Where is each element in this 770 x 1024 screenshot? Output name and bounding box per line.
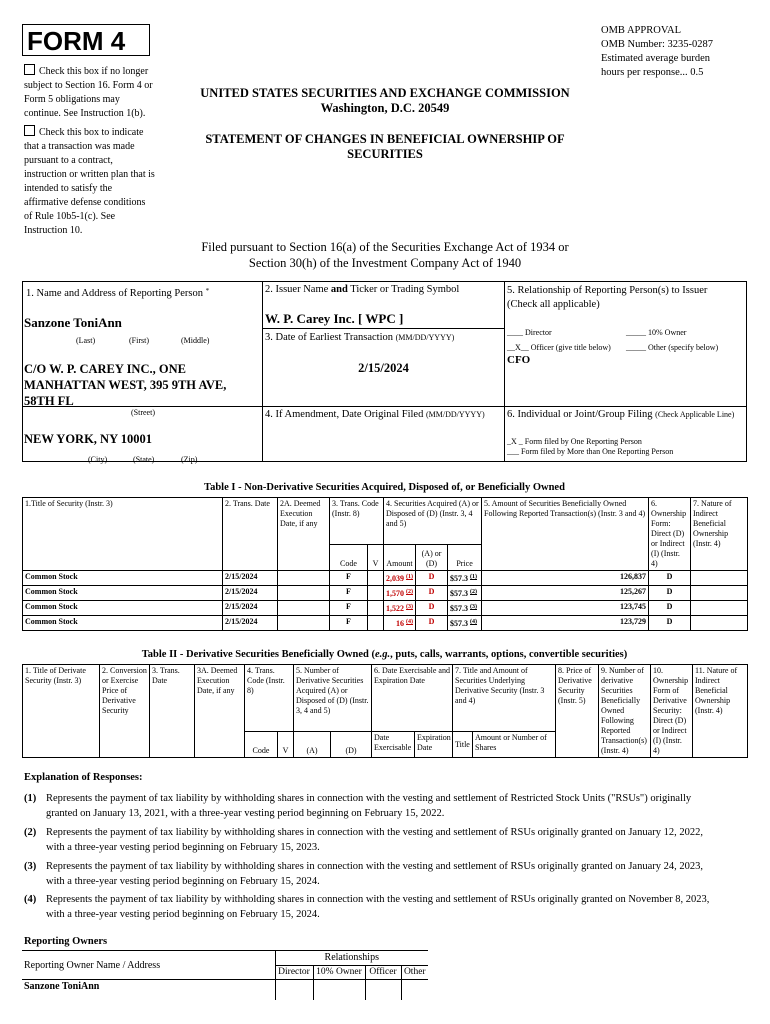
- reporting-person-city: NEW YORK, NY 10001: [24, 432, 153, 446]
- reporting-owners-table: [22, 950, 428, 1000]
- reporting-person-address: C/O W. P. CAREY INC., ONE MANHATTAN WEST, 395 9TH AVE, 58TH FL: [24, 362, 227, 408]
- agency-name: UNITED STATES SECURITIES AND EXCHANGE COMMISSION: [200, 86, 570, 100]
- col-trans-code: 3. Trans. Code (Instr. 8): [330, 498, 384, 545]
- officer-option[interactable]: __X__ Officer (give title below): [507, 343, 611, 352]
- col-trans-date: 2. Trans. Date: [223, 498, 278, 571]
- table-row: Common Stock 2/15/2024 F 16 $^{(4)}$ D $57.3 $^{(4)}$ 123,729 D: [23, 616, 748, 631]
- director-header: Director: [275, 966, 313, 980]
- sub-title: Title: [453, 732, 473, 758]
- footnote-2: (2) Represents the payment of tax liability by withholding shares in connection with the vesting and settlement of RSUs originally granted on January 12, 2022, with a three-year vesting period beginning on February 15, 2023.: [24, 827, 704, 853]
- ten-percent-header: 10% Owner: [313, 966, 365, 980]
- sub-code: Code: [330, 544, 368, 570]
- box6-label: 6. Individual or Joint/Group Filing (Check Applicable Line): [507, 409, 735, 420]
- last-label: (Last): [76, 336, 96, 345]
- section16-check-block: Check this box if no longer subject to Section 16. Form 4 or Form 5 obligations may continue. See Instruction 1(b).: [24, 66, 153, 119]
- col-ownership-form: 6. Ownership Form: Direct (D) or Indirect (I) (Instr. 4): [649, 498, 691, 571]
- box3-label: 3. Date of Earliest Transaction (MM/DD/YYYY): [265, 332, 455, 343]
- group-filer-option[interactable]: ___ Form filed by More than One Reporting Person: [507, 447, 674, 456]
- sub-a: (A): [294, 732, 331, 758]
- issuer-name: W. P. Carey Inc. [ WPC ]: [265, 311, 404, 326]
- officer-title: CFO: [507, 354, 531, 366]
- col-number-derivative: 5. Number of Derivative Securities Acquired (A) or Disposed of (D) (Instr. 3, 4 and 5): [294, 665, 372, 732]
- footnote-3: (3) Represents the payment of tax liability by withholding shares in connection with the vesting and settlement of RSUs originally granted on January 24, 2023, with a three-year vesting period beginning on February 15, 2024.: [24, 861, 704, 887]
- col-nature: 7. Nature of Indirect Beneficial Ownership (Instr. 4): [691, 498, 748, 571]
- col-title: 1.Title of Security (Instr. 3): [23, 498, 223, 571]
- box2-label: 2. Issuer Name and Ticker or Trading Symbol: [265, 284, 460, 295]
- omb-line: OMB Number: 3235-0287: [601, 39, 713, 50]
- other-option[interactable]: _____ Other (specify below): [626, 343, 719, 352]
- filed-pursuant: Filed pursuant to Section 16(a) of the Securities Exchange Act of 1934 or Section 30(h) of the Investment Company Act of 1940: [201, 240, 569, 270]
- col-trans-code: 4. Trans. Code (Instr. 8): [245, 665, 294, 732]
- table2-title: Table II - Derivative Securities Beneficially Owned (e.g., puts, calls, warrants, options, convertible securities): [141, 649, 628, 660]
- sub-a-or-d: (A) or (D): [416, 544, 448, 570]
- single-filer-option[interactable]: _X _ Form filed by One Reporting Person: [507, 437, 642, 446]
- sub-price: Price: [448, 544, 482, 570]
- zip-label: (Zip): [181, 455, 198, 464]
- col-deemed-date: 2A. Deemed Execution Date, if any: [278, 498, 330, 571]
- sub-amount-shares: Amount or Number of Shares: [473, 732, 556, 758]
- col-underlying: 7. Title and Amount of Securities Underlying Derivative Security (Instr. 3 and 4): [453, 665, 556, 732]
- ten-percent-owner-option[interactable]: _____ 10% Owner: [626, 328, 687, 337]
- form-title: FORM 4: [22, 24, 150, 56]
- relationships-header: Relationships: [275, 951, 428, 966]
- table-row: [22, 980, 428, 1000]
- omb-approval-block: [601, 24, 761, 80]
- col-conversion-price: 2. Conversion or Exercise Price of Derivative Security: [100, 665, 150, 758]
- sub-code: Code: [245, 732, 278, 758]
- box5-label: 5. Relationship of Reporting Person(s) to Issuer (Check all applicable): [507, 285, 708, 310]
- col-price-derivative: 8. Price of Derivative Security (Instr. 5): [556, 665, 599, 758]
- box4-label: 4. If Amendment, Date Original Filed (MM/DD/YYYY): [265, 409, 485, 420]
- col-deemed-date: 3A. Deemed Execution Date, if any: [195, 665, 245, 758]
- col-trans-date: 3. Trans. Date: [150, 665, 195, 758]
- box1-label: 1. Name and Address of Reporting Person *: [26, 287, 210, 299]
- table-row: Common Stock 2/15/2024 F 1,522 $^{(3)}$ D $57.3 $^{(3)}$ 123,745 D: [23, 601, 748, 616]
- reporting-owners-heading: Reporting Owners: [24, 936, 108, 947]
- rule10b5-check-block: Check this box to indicate that a transaction was made pursuant to a contract, instruction or written plan that is intended to satisfy the affirmative defense conditions of Rule 10b5-1(c). See Instruction 10.: [24, 127, 155, 236]
- sub-v: V: [278, 732, 294, 758]
- derivative-table: [22, 664, 748, 758]
- street-label: (Street): [131, 408, 155, 417]
- non-derivative-table: [22, 497, 748, 631]
- owner-name: Sanzone ToniAnn: [22, 980, 275, 1000]
- reporting-person-name: Sanzone ToniAnn: [24, 315, 122, 330]
- table-row: Common Stock 2/15/2024 F 1,570 $^{(2)}$ D $57.3 $^{(2)}$ 125,267 D: [23, 586, 748, 601]
- col-derivative-title: 1. Title of Derivate Security (Instr. 3): [23, 665, 100, 758]
- col-date-exercisable: 6. Date Exercisable and Expiration Date: [372, 665, 453, 732]
- officer-header: Officer: [365, 966, 401, 980]
- owner-name-header: Reporting Owner Name / Address: [22, 951, 275, 980]
- other-header: Other: [401, 966, 428, 980]
- agency-city: Washington, D.C. 20549: [320, 101, 450, 115]
- table1-title: Table I - Non-Derivative Securities Acquired, Disposed of, or Beneficially Owned: [204, 482, 565, 493]
- sub-amount: Amount: [384, 544, 416, 570]
- col-securities-acquired: 4. Securities Acquired (A) or Disposed of (D) (Instr. 3, 4 and 5): [384, 498, 482, 545]
- omb-line: hours per response... 0.5: [601, 67, 704, 78]
- explanation-heading: Explanation of Responses:: [24, 772, 143, 783]
- col-nature: 11. Nature of Indirect Beneficial Ownership (Instr. 4): [693, 665, 748, 758]
- table-row: Common Stock 2/15/2024 F 2,039 $^{(1)}$ D $57.3 $^{(1)}$ 126,837 D: [23, 571, 748, 586]
- statement-title: STATEMENT OF CHANGES IN BENEFICIAL OWNERSHIP OF SECURITIES: [205, 132, 565, 161]
- col-amount-owned: 5. Amount of Securities Beneficially Owned Following Reported Transaction(s) (Instr. 3 and 4): [482, 498, 649, 571]
- rule10b5-checkbox[interactable]: [24, 125, 35, 136]
- sub-date-exercisable: Date Exercisable: [372, 732, 415, 758]
- state-label: (State): [133, 455, 155, 464]
- col-ownership-form: 10. Ownership Form of Derivative Security: Direct (D) or Indirect (I) (Instr. 4): [651, 665, 693, 758]
- middle-label: (Middle): [181, 336, 210, 345]
- omb-line: OMB APPROVAL: [601, 25, 682, 36]
- director-option[interactable]: ____ Director: [507, 328, 552, 337]
- city-label: (City): [88, 455, 108, 464]
- col-number-owned: 9. Number of derivative Securities Beneficially Owned Following Reported Transaction(s) (Instr. 4): [599, 665, 651, 758]
- section16-checkbox[interactable]: [24, 64, 35, 75]
- earliest-transaction-date: 2/15/2024: [358, 361, 409, 375]
- sub-d: (D): [331, 732, 372, 758]
- agency-header: [180, 86, 590, 116]
- first-label: (First): [129, 336, 149, 345]
- sub-expiration-date: Expiration Date: [415, 732, 453, 758]
- sub-v: V: [368, 544, 384, 570]
- footnote-4: (4) Represents the payment of tax liability by withholding shares in connection with the vesting and settlement of RSUs originally granted on November 8, 2023, with a three-year vesting period beginning on February 15, 2024.: [24, 894, 710, 920]
- footnote-1: (1) Represents the payment of tax liability by withholding shares in connection with the vesting and settlement of Restricted Stock Units ("RSUs") originally granted on January 13, 2021, with a three-year vesting period beginning on February 15, 2022.: [24, 793, 692, 819]
- omb-line: Estimated average burden: [601, 53, 711, 64]
